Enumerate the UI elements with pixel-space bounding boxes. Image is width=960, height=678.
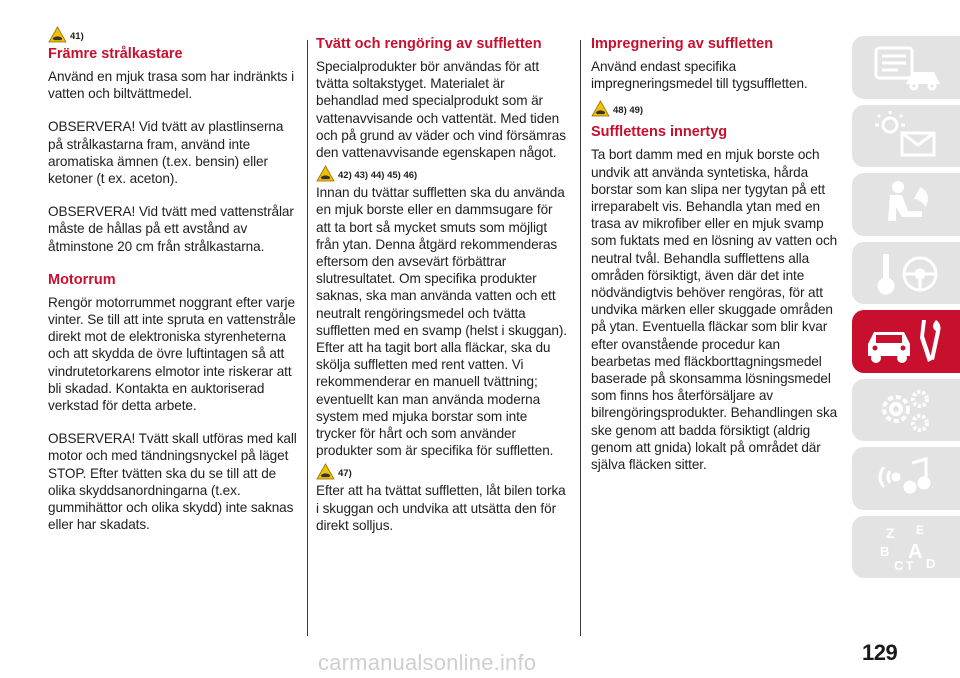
column-divider bbox=[307, 40, 308, 636]
warning-reference bbox=[316, 461, 568, 480]
warning-lights-icon bbox=[862, 109, 952, 163]
heading-inner-fabric: Sufflettens innertyg bbox=[591, 124, 728, 141]
page-number: 129 bbox=[862, 640, 898, 665]
car-maintenance-icon bbox=[862, 314, 952, 368]
paragraph: OBSERVERA! Vid tvätt med vattenstrålar måste de hållas på ett avstånd av åtminstone 20 cm från strålkastarna. bbox=[48, 204, 294, 254]
warning-ref-text: 47) bbox=[338, 468, 352, 480]
dashboard-car-icon bbox=[862, 40, 952, 94]
warning-ref-text: 41) bbox=[70, 31, 84, 42]
svg-text:C: C bbox=[894, 557, 904, 573]
paragraph: OBSERVERA! Tvätt skall utföras med kall motor och med tändningsnyckel på läget STOP. Efter tvätten ska du se till att de olika skyddsanordningarna (t.ex. gummihättor och olika skydd) inte saknas eller har skadats. bbox=[48, 431, 297, 533]
tab-safety[interactable] bbox=[852, 173, 960, 236]
paragraph: Innan du tvättar suffletten ska du använda en mjuk borste eller en dammsugare för att ta bort så mycket smuts som möjligt från ytan. Denna åtgärd rekommenderas eftersom den avsevärt förbättrar slutresultatet. Om specifika produkter saknas, ska man använda vatten och ett neutralt rengöringsmedel och tvätta suffletten med en svamp (helst i skuggan). Efter att ha tagit bort alla fläckar, ska du skölja suffletten med rent vatten. Vi rekommenderar en manuell tvättning; eventuellt kan man använda moderna system med mjuka borstar som inte trycker för hårt och som använder produkter som är specifika för suffletten. bbox=[316, 185, 567, 459]
tab-dashboard[interactable] bbox=[852, 36, 960, 99]
warning-reference bbox=[48, 24, 298, 43]
warning-reference bbox=[591, 98, 841, 117]
svg-text:Z: Z bbox=[886, 524, 895, 541]
chapter-tabs bbox=[852, 36, 960, 584]
tab-technical-data[interactable] bbox=[852, 379, 960, 442]
warning-triangle-icon bbox=[316, 165, 335, 182]
key-steering-wheel-icon bbox=[862, 246, 952, 300]
tab-index[interactable] bbox=[852, 516, 960, 579]
heading-engine-bay: Motorrum bbox=[48, 271, 116, 288]
warning-reference bbox=[316, 163, 568, 182]
svg-text:B: B bbox=[880, 543, 890, 559]
paragraph: Använd en mjuk trasa som har indränkts i vatten och biltvättmedel. bbox=[48, 69, 295, 102]
svg-text:D: D bbox=[926, 555, 936, 571]
warning-triangle-icon bbox=[48, 26, 67, 43]
watermark: carmanualsonline.info bbox=[318, 650, 537, 675]
paragraph: Efter att ha tvättat suffletten, låt bilen torka i skuggan och undvika att utsätta den för direkt solljus. bbox=[316, 483, 566, 533]
column-3 bbox=[591, 33, 841, 473]
svg-text:E: E bbox=[916, 522, 925, 537]
tab-starting-driving[interactable] bbox=[852, 242, 960, 305]
warning-triangle-icon bbox=[316, 463, 335, 480]
warning-triangle-icon bbox=[591, 100, 610, 117]
tab-maintenance[interactable] bbox=[852, 310, 960, 373]
paragraph: Specialprodukter bör användas för att tvätta soltakstyget. Materialet är behandlad med specialprodukt som är vattenavvisande och vattentät. Med tiden och på grund av väder och vind försämras den vattenavvisande egenskapen något. bbox=[316, 59, 566, 161]
column-divider bbox=[580, 40, 581, 636]
gears-icon bbox=[862, 383, 952, 437]
warning-ref-text: 48) 49) bbox=[613, 105, 644, 117]
paragraph: Använd endast specifika impregneringsmedel till tygsuffletten. bbox=[591, 59, 808, 92]
heading-impregnation: Impregnering av suffletten bbox=[591, 36, 774, 52]
paragraph: Ta bort damm med en mjuk borste och undvik att använda syntetiska, hårda borstar som kan slipa ner tygytan på ett irreparabelt vis. Behandla ytan med en trasa av mikrofiber eller en mjuk svamp som fuktats med en lösning av vatten och neutral tvål. Behandla sufflettens alla områden försiktigt, även där det inte nödvändigtvis behöver rengöras, för att undvika märken eller skuggade områden på ytan. Eventuella fläckar som blir kvar efter ovanstående procedur kan bearbetas med fläckborttagningsmedel baserade på skonsamma lösningsmedel som finns hos återförsäljare av bilrengöringsprodukter. Behandlingen ska ske genom att badda försiktigt (aldrig genom att gnida) lokalt på området där själva fläcken sitter. bbox=[591, 147, 838, 473]
heading-soft-top-washing: Tvätt och rengöring av suffletten bbox=[316, 36, 542, 52]
index-letters-icon bbox=[862, 520, 952, 574]
column-2 bbox=[316, 33, 568, 534]
paragraph: Rengör motorrummet noggrant efter varje vinter. Se till att inte spruta en vattenstråle direkt mot de elektroniska styrenheterna och att skydda de övre luftintagen så att vindrutetorkarens elmotor inte riskerar att bli skadad. Kontakta en auktoriserad verkstad för detta arbete. bbox=[48, 294, 296, 414]
tab-multimedia[interactable] bbox=[852, 447, 960, 510]
svg-text:A: A bbox=[908, 540, 923, 563]
heading-headlights: Främre strålkastare bbox=[48, 46, 183, 62]
warning-ref-text: 42) 43) 44) 45) 46) bbox=[338, 170, 418, 182]
multimedia-icon bbox=[862, 451, 952, 505]
seat-airbag-icon bbox=[862, 177, 952, 231]
paragraph: OBSERVERA! Vid tvätt av plastlinserna på strålkastarna fram, använd inte aromatiska ämnen (t.ex. bensin) eller ketoner (t ex. aceton). bbox=[48, 119, 284, 187]
column-1 bbox=[48, 22, 298, 533]
tab-warning-lights[interactable] bbox=[852, 105, 960, 168]
svg-text:T: T bbox=[906, 558, 914, 573]
